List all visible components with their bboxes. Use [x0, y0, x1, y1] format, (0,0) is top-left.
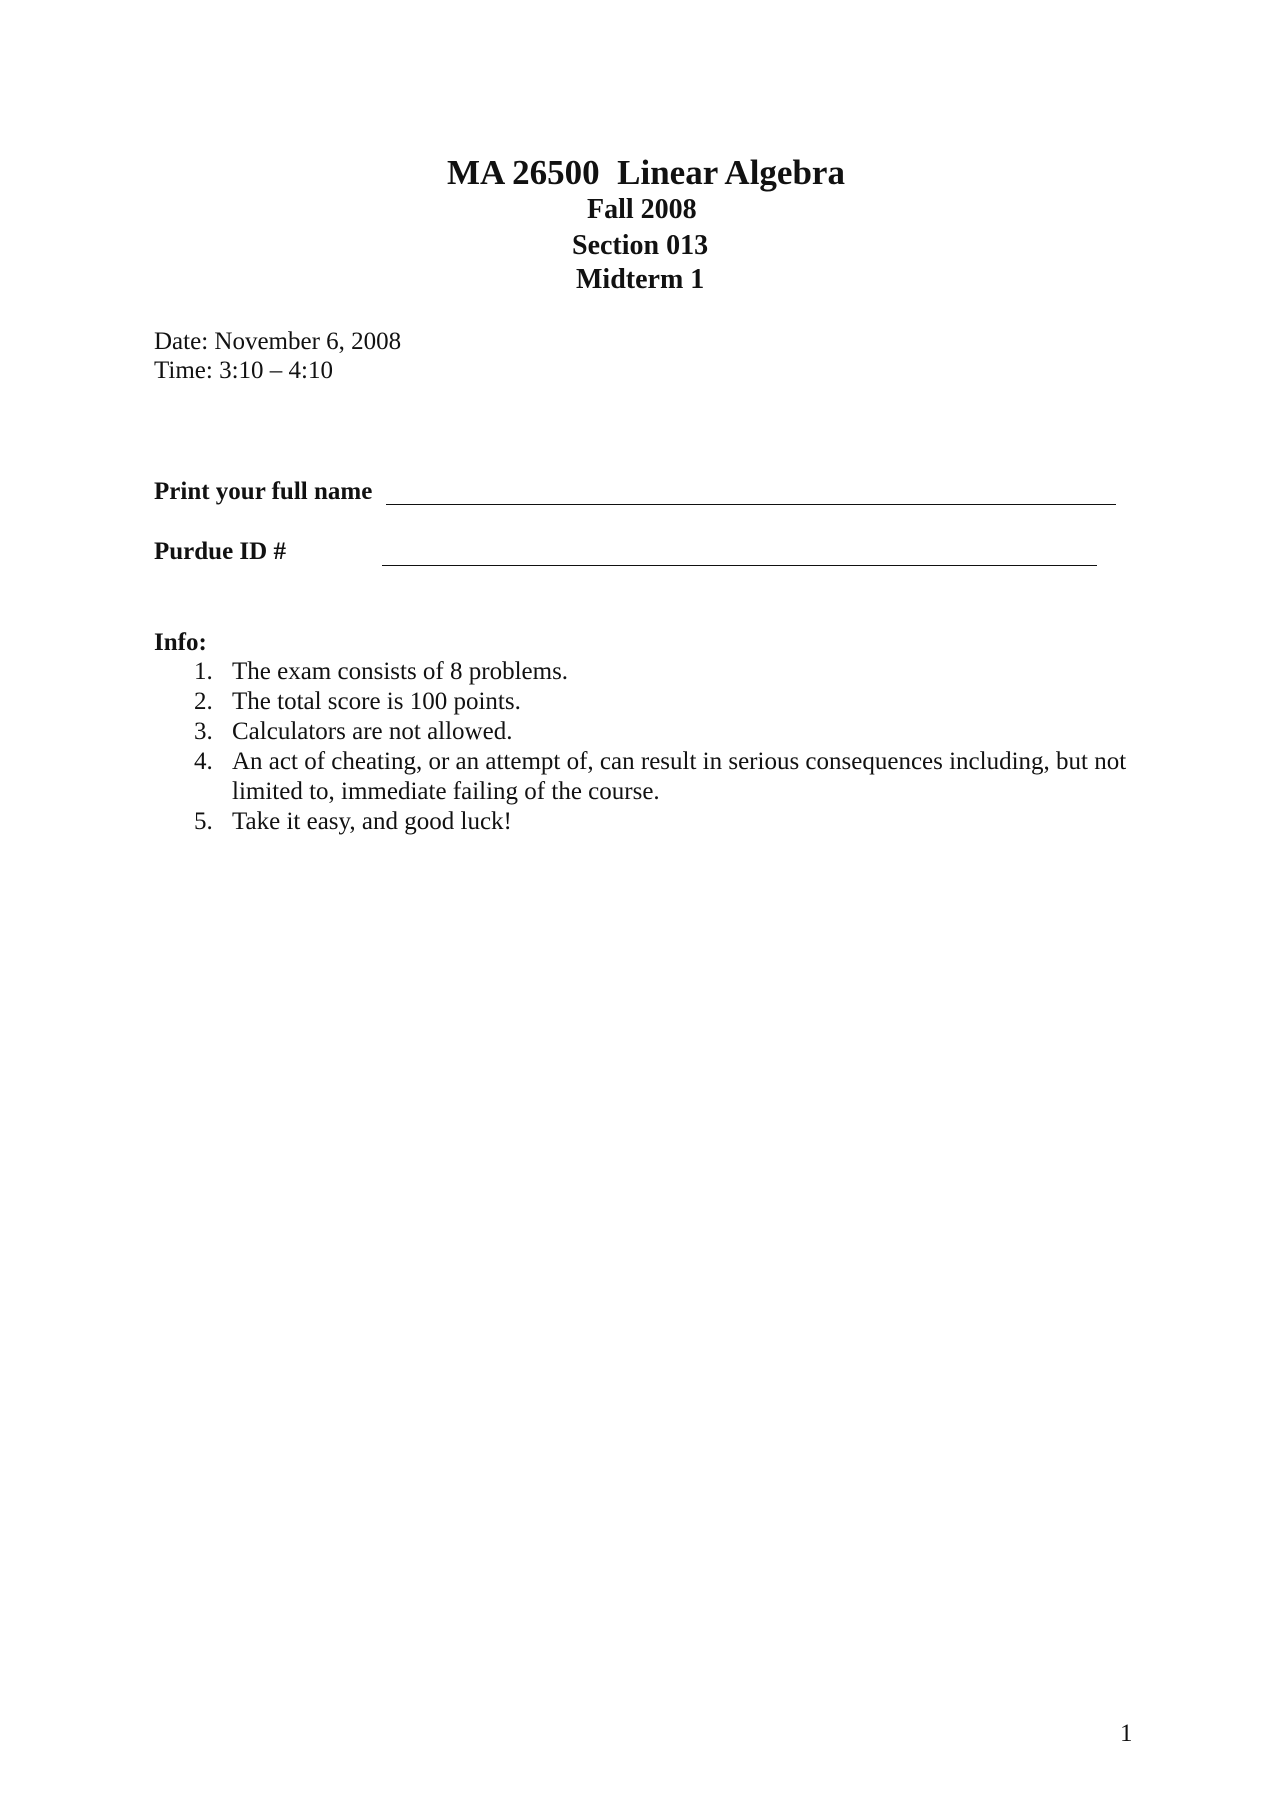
info-list: [194, 657, 1154, 837]
exam-date: Date: November 6, 2008: [154, 328, 402, 355]
list-item: [194, 717, 1154, 747]
list-item: [194, 687, 1154, 717]
list-item-number: 4.: [194, 748, 213, 775]
info-heading: Info:: [154, 629, 207, 656]
list-item: [194, 747, 1154, 807]
exam-label: Midterm 1: [576, 264, 705, 295]
term-label: Fall 2008: [587, 194, 697, 225]
list-item-number: 1.: [194, 658, 213, 685]
list-item-number: 5.: [194, 808, 213, 835]
list-item: [194, 657, 1154, 687]
list-item-text: The exam consists of 8 problems.: [232, 658, 569, 685]
id-field-line[interactable]: [382, 565, 1097, 566]
exam-time: Time: 3:10 – 4:10: [154, 357, 333, 384]
course-title: MA 26500 Linear Algebra: [447, 153, 845, 192]
section-label: Section 013: [572, 230, 709, 261]
list-item-number: 2.: [194, 688, 213, 715]
page-number: 1: [1120, 1720, 1133, 1747]
name-field-line[interactable]: [386, 504, 1116, 505]
list-item-text: An act of cheating, or an attempt of, can result in serious consequences including, but not limited to, immediate failing of the course.: [232, 748, 1127, 805]
name-field-label: Print your full name: [154, 478, 373, 505]
list-item-text: Take it easy, and good luck!: [232, 808, 512, 835]
id-field-label: Purdue ID #: [154, 538, 286, 565]
list-item-number: 3.: [194, 718, 213, 745]
list-item-text: Calculators are not allowed.: [232, 718, 513, 745]
list-item-text: The total score is 100 points.: [232, 688, 521, 715]
list-item: [194, 807, 1154, 837]
